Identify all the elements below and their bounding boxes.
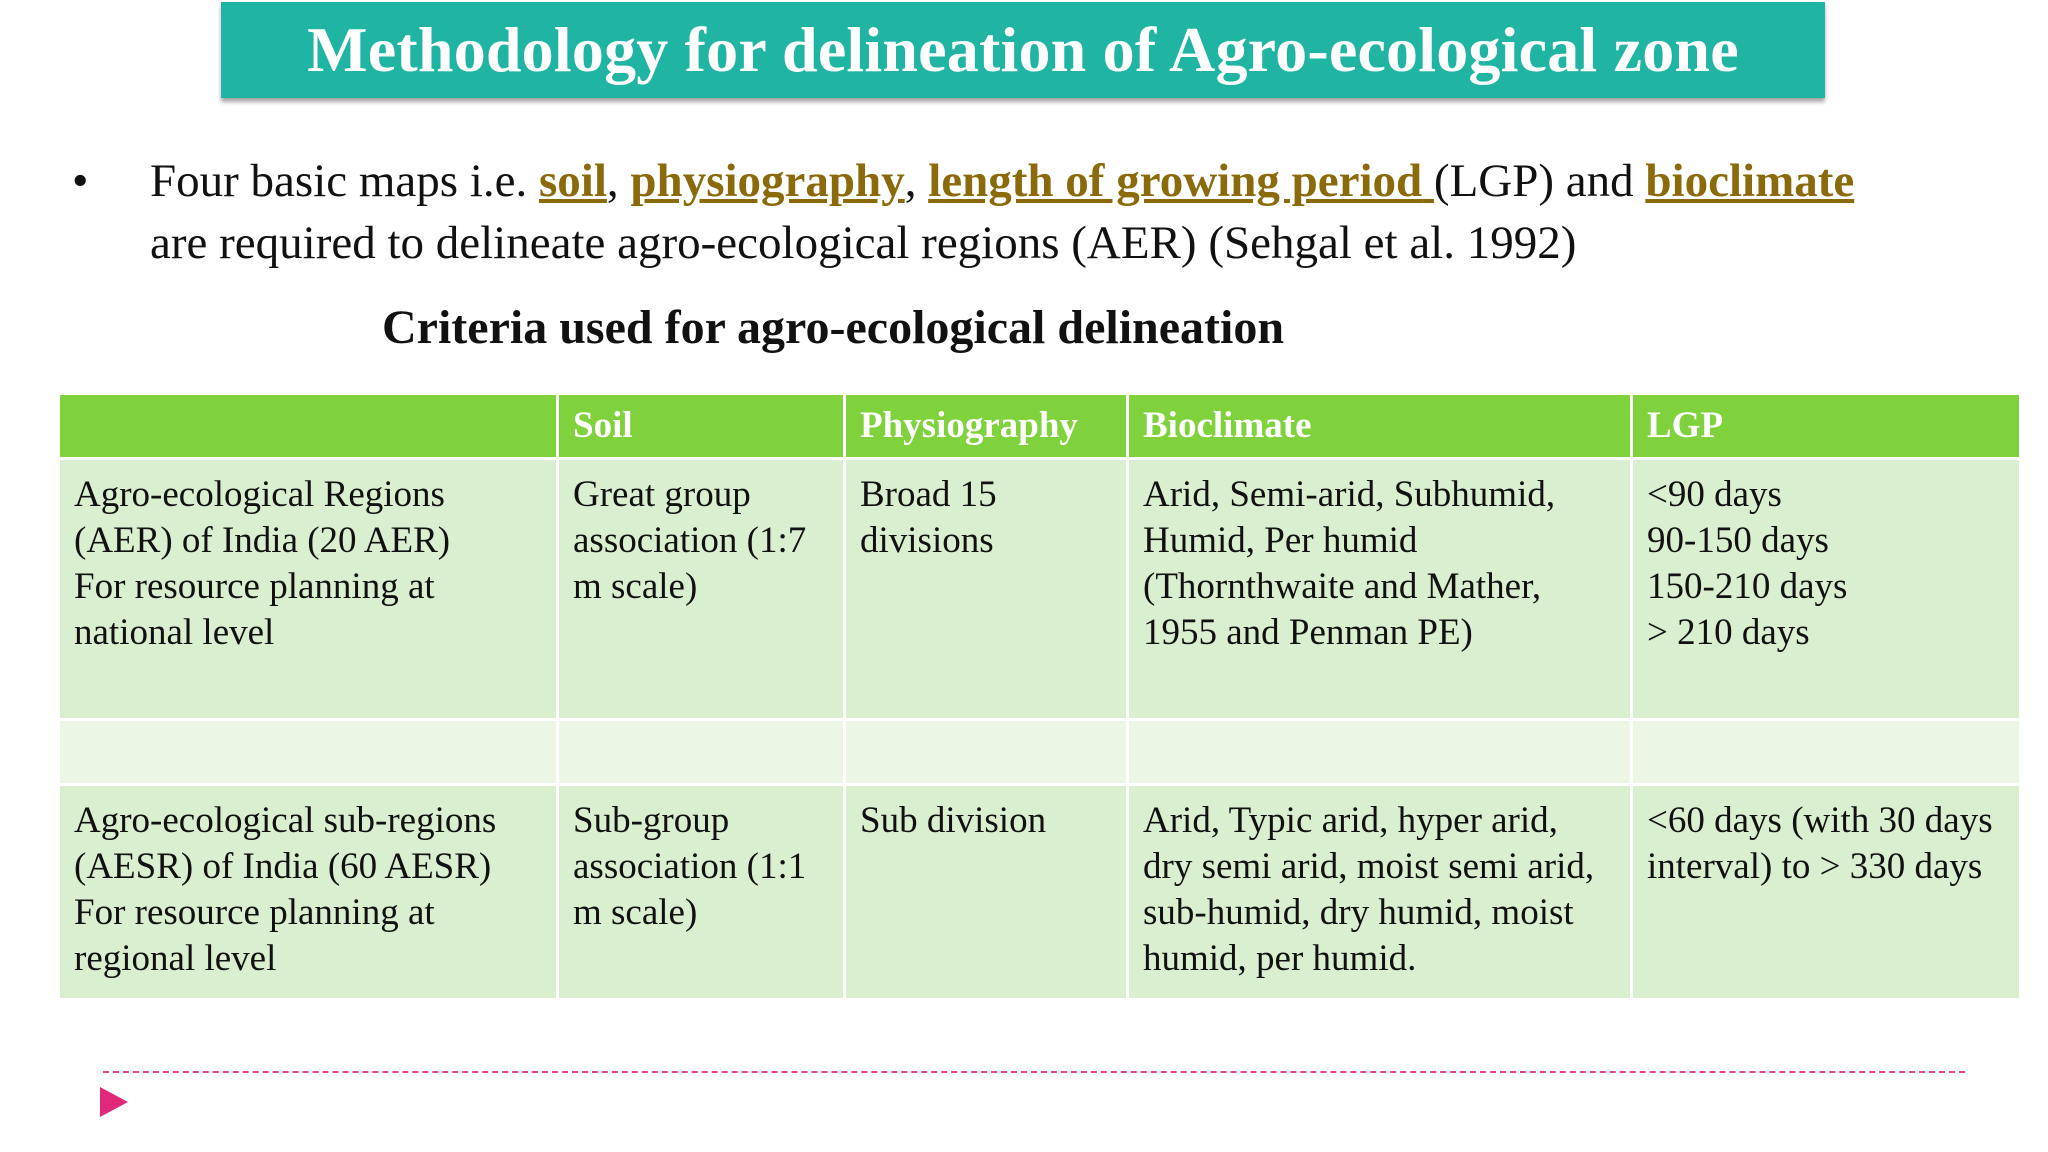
play-triangle-icon [100, 1087, 128, 1117]
slide-title: Methodology for delineation of Agro-ecological zone [307, 14, 1739, 85]
header-lgp: LGP [1632, 394, 2021, 459]
bullet-text [150, 150, 2030, 274]
table-row-aer [59, 459, 2021, 720]
cell-aesr-lgp: <60 days (with 30 days interval) to > 330 days [1632, 785, 2021, 1000]
cell-aer-soil: Great group association (1:7 m scale) [558, 459, 845, 720]
bullet-sep-1: , [606, 155, 631, 207]
cell-aer-desc: Agro-ecological Regions (AER) of India (20 AER) For resource planning at national level [59, 459, 558, 720]
bullet-sep-2: , [904, 155, 929, 207]
cell-aesr-desc: Agro-ecological sub-regions (AESR) of India (60 AESR) For resource planning at regional level [59, 785, 558, 1000]
criteria-table [57, 392, 2022, 1001]
bullet-marker: • [72, 155, 89, 207]
cell-aesr-soil: Sub-group association (1:1 m scale) [558, 785, 845, 1000]
header-bioclimate: Bioclimate [1128, 394, 1632, 459]
table-row-aesr [59, 785, 2021, 1000]
footer-dashed-divider [103, 1071, 1965, 1073]
header-physiography: Physiography [845, 394, 1128, 459]
spacer-cell [845, 720, 1128, 785]
header-soil: Soil [558, 394, 845, 459]
keyword-soil: soil [539, 155, 607, 207]
spacer-cell [1632, 720, 2021, 785]
cell-aer-physiography: Broad 15 divisions [845, 459, 1128, 720]
cell-aesr-bioclimate: Arid, Typic arid, hyper arid, dry semi arid, moist semi arid, sub-humid, dry humid, moist humid, per humid. [1128, 785, 1632, 1000]
table-header-row [59, 394, 2021, 459]
spacer-cell [558, 720, 845, 785]
header-blank [59, 394, 558, 459]
cell-aer-bioclimate: Arid, Semi-arid, Subhumid, Humid, Per humid (Thornthwaite and Mather, 1955 and Penman PE) [1128, 459, 1632, 720]
title-banner [221, 2, 1825, 98]
cell-aesr-physiography: Sub division [845, 785, 1128, 1000]
table-heading: Criteria used for agro-ecological delineation [382, 301, 1285, 354]
bullet-continuation: are required to delineate agro-ecological regions (AER) (Sehgal et al. 1992) [150, 217, 1577, 269]
keyword-physiography: physiography [630, 155, 905, 207]
keyword-bioclimate: bioclimate [1645, 155, 1855, 207]
cell-aer-lgp: <90 days 90-150 days 150-210 days > 210 days [1632, 459, 2021, 720]
spacer-cell [1128, 720, 1632, 785]
keyword-lgp: length of growing period [928, 155, 1423, 207]
table-row-spacer [59, 720, 2021, 785]
bullet-after-lgp: (LGP) and [1433, 155, 1646, 207]
bullet-prefix: Four basic maps i.e. [150, 155, 539, 207]
spacer-cell [59, 720, 558, 785]
